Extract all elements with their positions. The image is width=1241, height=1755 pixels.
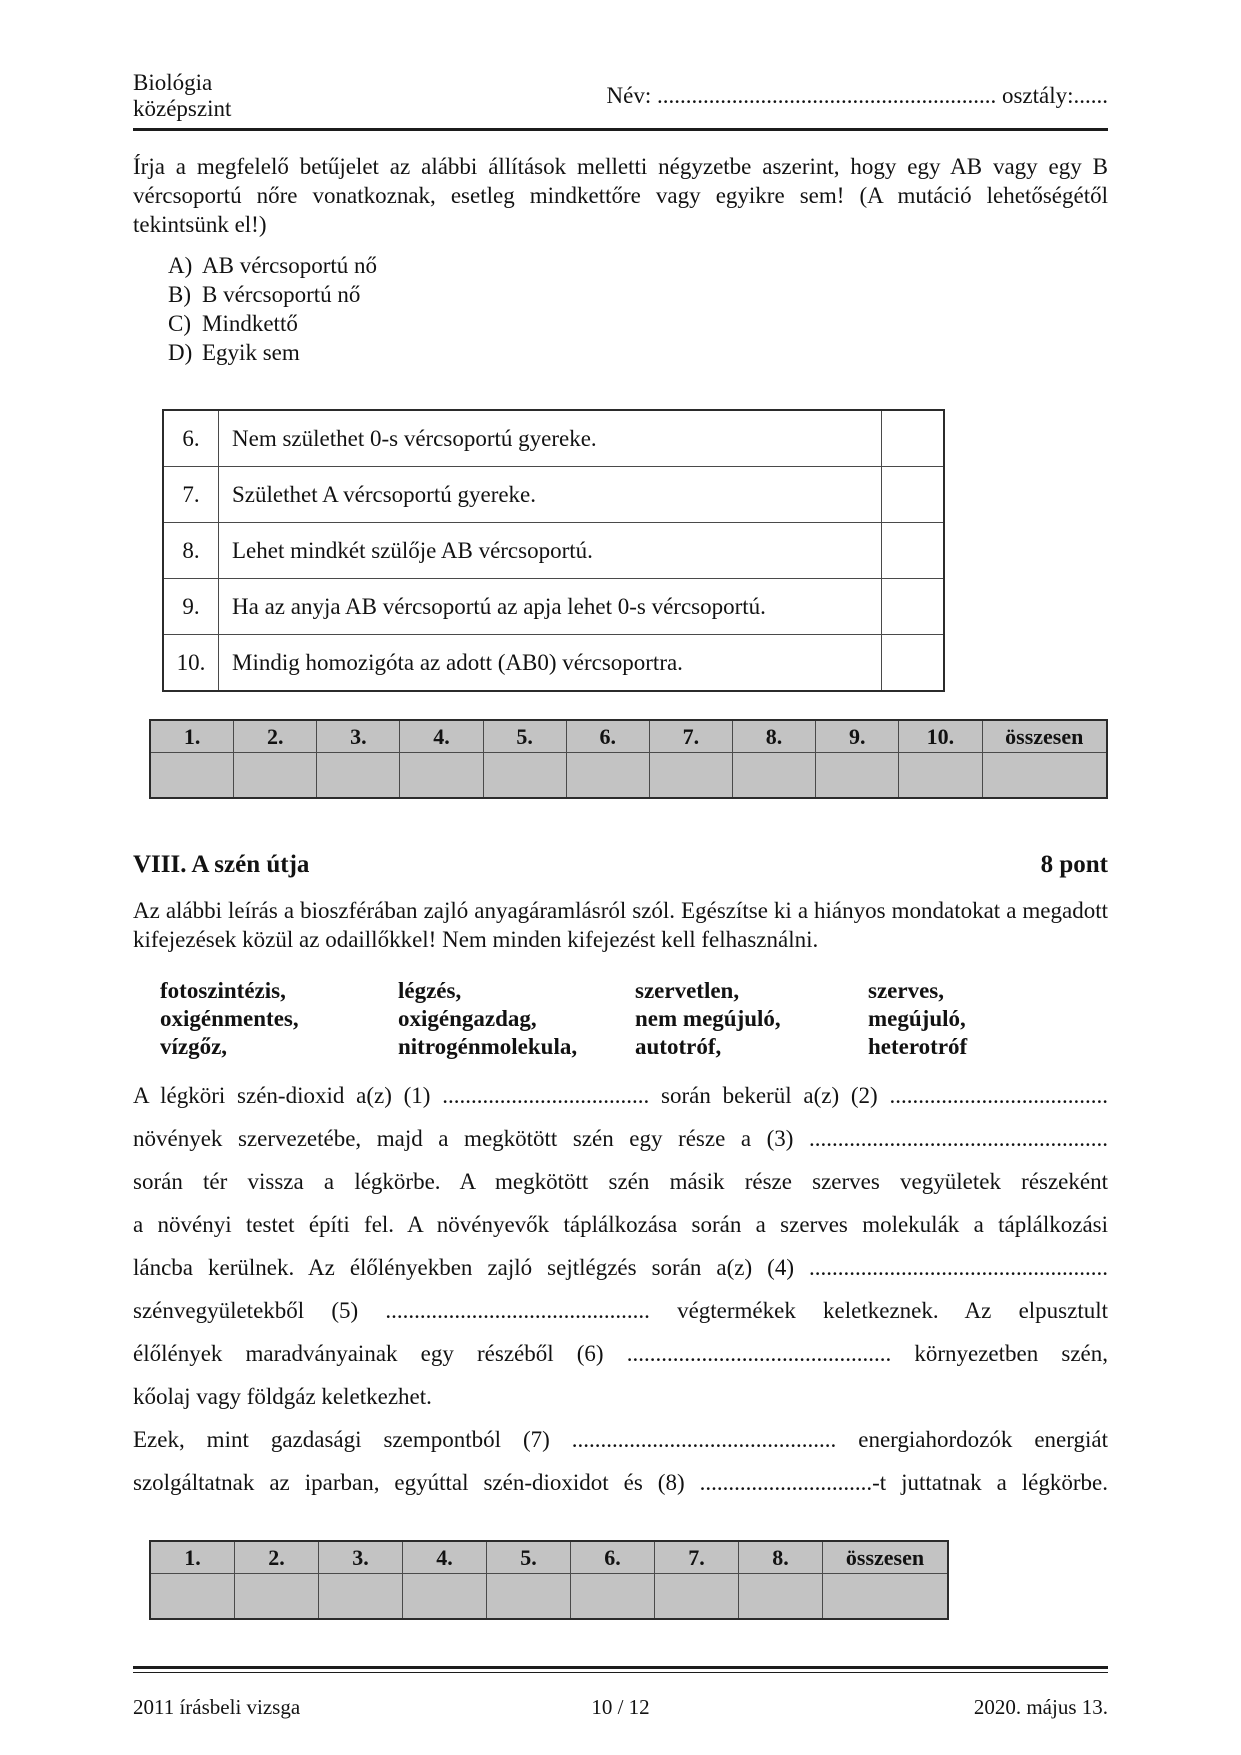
score-col-header: 1. xyxy=(150,1541,235,1574)
section-header xyxy=(133,851,1108,879)
footer-rule xyxy=(133,1666,1108,1673)
option-a xyxy=(168,251,1108,280)
score-cell xyxy=(655,1574,739,1620)
answer-box xyxy=(882,410,945,467)
score-cell xyxy=(235,1574,319,1620)
score-cell xyxy=(150,1574,235,1620)
statement-row xyxy=(163,635,944,692)
score-cell-total xyxy=(823,1574,949,1620)
page-header xyxy=(133,0,1108,131)
word-bank-column xyxy=(635,977,868,1061)
score-table-task7 xyxy=(149,719,1108,799)
score-cell xyxy=(400,753,483,799)
score-empty-row xyxy=(150,1574,948,1620)
score-cell xyxy=(732,753,815,799)
option-c xyxy=(168,309,1108,338)
score-col-header: 9. xyxy=(816,720,899,753)
fill-line: Ezek, mint gazdasági szempontból (7) .............................................. energiahordozók energiát xyxy=(133,1427,1108,1452)
statement-number: 8. xyxy=(163,523,219,579)
fill-line: növények szervezetébe, majd a megkötött szén egy része a (3) .................................................... xyxy=(133,1126,1108,1151)
score-col-header-total: összesen xyxy=(982,720,1107,753)
word-bank-term: autotróf, xyxy=(635,1034,722,1059)
score-cell xyxy=(816,753,899,799)
score-cell-total xyxy=(982,753,1107,799)
score-col-header: 2. xyxy=(234,720,317,753)
option-label: Mindkettő xyxy=(202,311,298,336)
word-bank-column xyxy=(398,977,635,1061)
statement-number: 10. xyxy=(163,635,219,692)
name-class-line: Név: ........................................................... osztály:...... xyxy=(606,83,1108,108)
answer-box xyxy=(882,579,945,635)
statement-table xyxy=(162,409,945,692)
page-footer xyxy=(133,1666,1108,1720)
option-letter: B) xyxy=(168,282,191,307)
word-bank-term: nitrogénmolekula, xyxy=(398,1034,578,1059)
statement-text: Ha az anyja AB vércsoportú az apja lehet 0-s vércsoportú. xyxy=(219,579,882,635)
statement-text: Mindig homozigóta az adott (AB0) vércsoportra. xyxy=(219,635,882,692)
word-bank-column xyxy=(160,977,398,1061)
word-bank-term: heterotróf xyxy=(868,1034,968,1059)
section-title: VIII. A szén útja xyxy=(133,851,310,878)
score-col-header: 5. xyxy=(487,1541,571,1574)
fill-text xyxy=(133,1074,1108,1504)
score-cell xyxy=(487,1574,571,1620)
task8-instruction: Az alábbi leírás a bioszférában zajló anyagáramlásról szól. Egészítse ki a hiányos mondatokat a megadott kifejezések közül az odaillőkkel! Nem minden kifejezést kell felhasználni. xyxy=(133,898,1108,952)
section-points: 8 pont xyxy=(1040,851,1108,878)
statement-row xyxy=(163,523,944,579)
footer-exam-id: 2011 írásbeli vizsga xyxy=(133,1695,301,1719)
score-cell xyxy=(483,753,566,799)
option-letter: C) xyxy=(168,311,191,336)
score-cell xyxy=(150,753,234,799)
score-empty-row xyxy=(150,753,1107,799)
option-letter: D) xyxy=(168,340,193,365)
option-letter: A) xyxy=(168,253,193,278)
word-bank-term: fotoszintézis, xyxy=(160,978,286,1003)
score-col-header: 4. xyxy=(400,720,483,753)
statement-text: Születhet A vércsoportú gyereke. xyxy=(219,467,882,523)
score-header-row xyxy=(150,720,1107,753)
subject-block xyxy=(133,70,231,122)
option-label: AB vércsoportú nő xyxy=(202,253,378,278)
score-header-row xyxy=(150,1541,948,1574)
score-col-header: 8. xyxy=(739,1541,823,1574)
score-col-header: 5. xyxy=(483,720,566,753)
word-bank-term: szerves, xyxy=(868,978,944,1003)
score-cell xyxy=(899,753,982,799)
word-bank xyxy=(160,977,1108,1061)
word-bank-term: vízgőz, xyxy=(160,1034,228,1059)
score-col-header: 6. xyxy=(566,720,649,753)
score-col-header-total: összesen xyxy=(823,1541,949,1574)
score-col-header: 6. xyxy=(571,1541,655,1574)
subject-title: Biológia xyxy=(133,70,213,95)
score-cell xyxy=(566,753,649,799)
score-col-header: 2. xyxy=(235,1541,319,1574)
word-bank-term: légzés, xyxy=(398,978,462,1003)
fill-line: láncba kerülnek. Az élőlényekben zajló sejtlégzés során a(z) (4) .................................................... xyxy=(133,1255,1108,1280)
score-col-header: 8. xyxy=(732,720,815,753)
fill-line: a növényi testet építi fel. A növényevők táplálkozása során a szerves molekulák a táplálkozási xyxy=(133,1212,1108,1237)
subject-level: középszint xyxy=(133,96,232,121)
score-col-header: 1. xyxy=(150,720,234,753)
fill-line: szénvegyületekből (5) .............................................. végtermékek keletkeznek. Az elpusztult xyxy=(133,1298,1108,1323)
score-cell xyxy=(319,1574,403,1620)
score-cell xyxy=(571,1574,655,1620)
answer-box xyxy=(882,467,945,523)
score-col-header: 7. xyxy=(649,720,732,753)
option-label: B vércsoportú nő xyxy=(202,282,361,307)
word-bank-term: szervetlen, xyxy=(635,978,740,1003)
score-cell xyxy=(403,1574,487,1620)
score-cell xyxy=(234,753,317,799)
fill-line: során tér vissza a légkörbe. A megkötött szén másik része szerves vegyületek részeként xyxy=(133,1169,1108,1194)
task7-intro: Írja a megfelelő betűjelet az alábbi állítások melletti négyzetbe aszerint, hogy egy AB vagy egy B vércsoportú nőre vonatkoznak, esetleg mindkettőre vagy egyikre sem! (A mutáció lehetőségétől tekintsünk el!) xyxy=(133,154,1108,237)
statement-text: Nem születhet 0-s vércsoportú gyereke. xyxy=(219,410,882,467)
fill-line: élőlények maradványainak egy részéből (6) .............................................. környezetben szén, xyxy=(133,1341,1108,1366)
score-cell xyxy=(649,753,732,799)
option-b xyxy=(168,280,1108,309)
score-cell xyxy=(317,753,400,799)
word-bank-column xyxy=(868,977,1108,1061)
score-table-task8 xyxy=(149,1540,949,1620)
statement-row xyxy=(163,579,944,635)
score-col-header: 4. xyxy=(403,1541,487,1574)
fill-line: A légköri szén-dioxid a(z) (1) .................................... során bekerül a(z) (2) ...................................... xyxy=(133,1083,1108,1108)
page-number: 10 / 12 xyxy=(591,1695,650,1719)
answer-box xyxy=(882,523,945,579)
statement-number: 6. xyxy=(163,410,219,467)
score-col-header: 7. xyxy=(655,1541,739,1574)
footer-date: 2020. május 13. xyxy=(973,1695,1108,1719)
fill-line: szolgáltatnak az iparban, egyúttal szén-dioxidot és (8) ..............................-t juttatnak a légkörbe. xyxy=(133,1470,1108,1495)
option-d xyxy=(168,338,1108,367)
statement-number: 9. xyxy=(163,579,219,635)
option-list xyxy=(168,251,1108,367)
score-col-header: 10. xyxy=(899,720,982,753)
score-col-header: 3. xyxy=(319,1541,403,1574)
option-label: Egyik sem xyxy=(202,340,300,365)
answer-box xyxy=(882,635,945,692)
word-bank-term: megújuló, xyxy=(868,1006,966,1031)
score-cell xyxy=(739,1574,823,1620)
statement-text: Lehet mindkét szülője AB vércsoportú. xyxy=(219,523,882,579)
word-bank-term: nem megújuló, xyxy=(635,1006,781,1031)
word-bank-term: oxigénmentes, xyxy=(160,1006,299,1031)
statement-number: 7. xyxy=(163,467,219,523)
score-col-header: 3. xyxy=(317,720,400,753)
word-bank-term: oxigéngazdag, xyxy=(398,1006,537,1031)
statement-row xyxy=(163,467,944,523)
statement-row xyxy=(163,410,944,467)
fill-line: kőolaj vagy földgáz keletkezhet. xyxy=(133,1384,432,1409)
